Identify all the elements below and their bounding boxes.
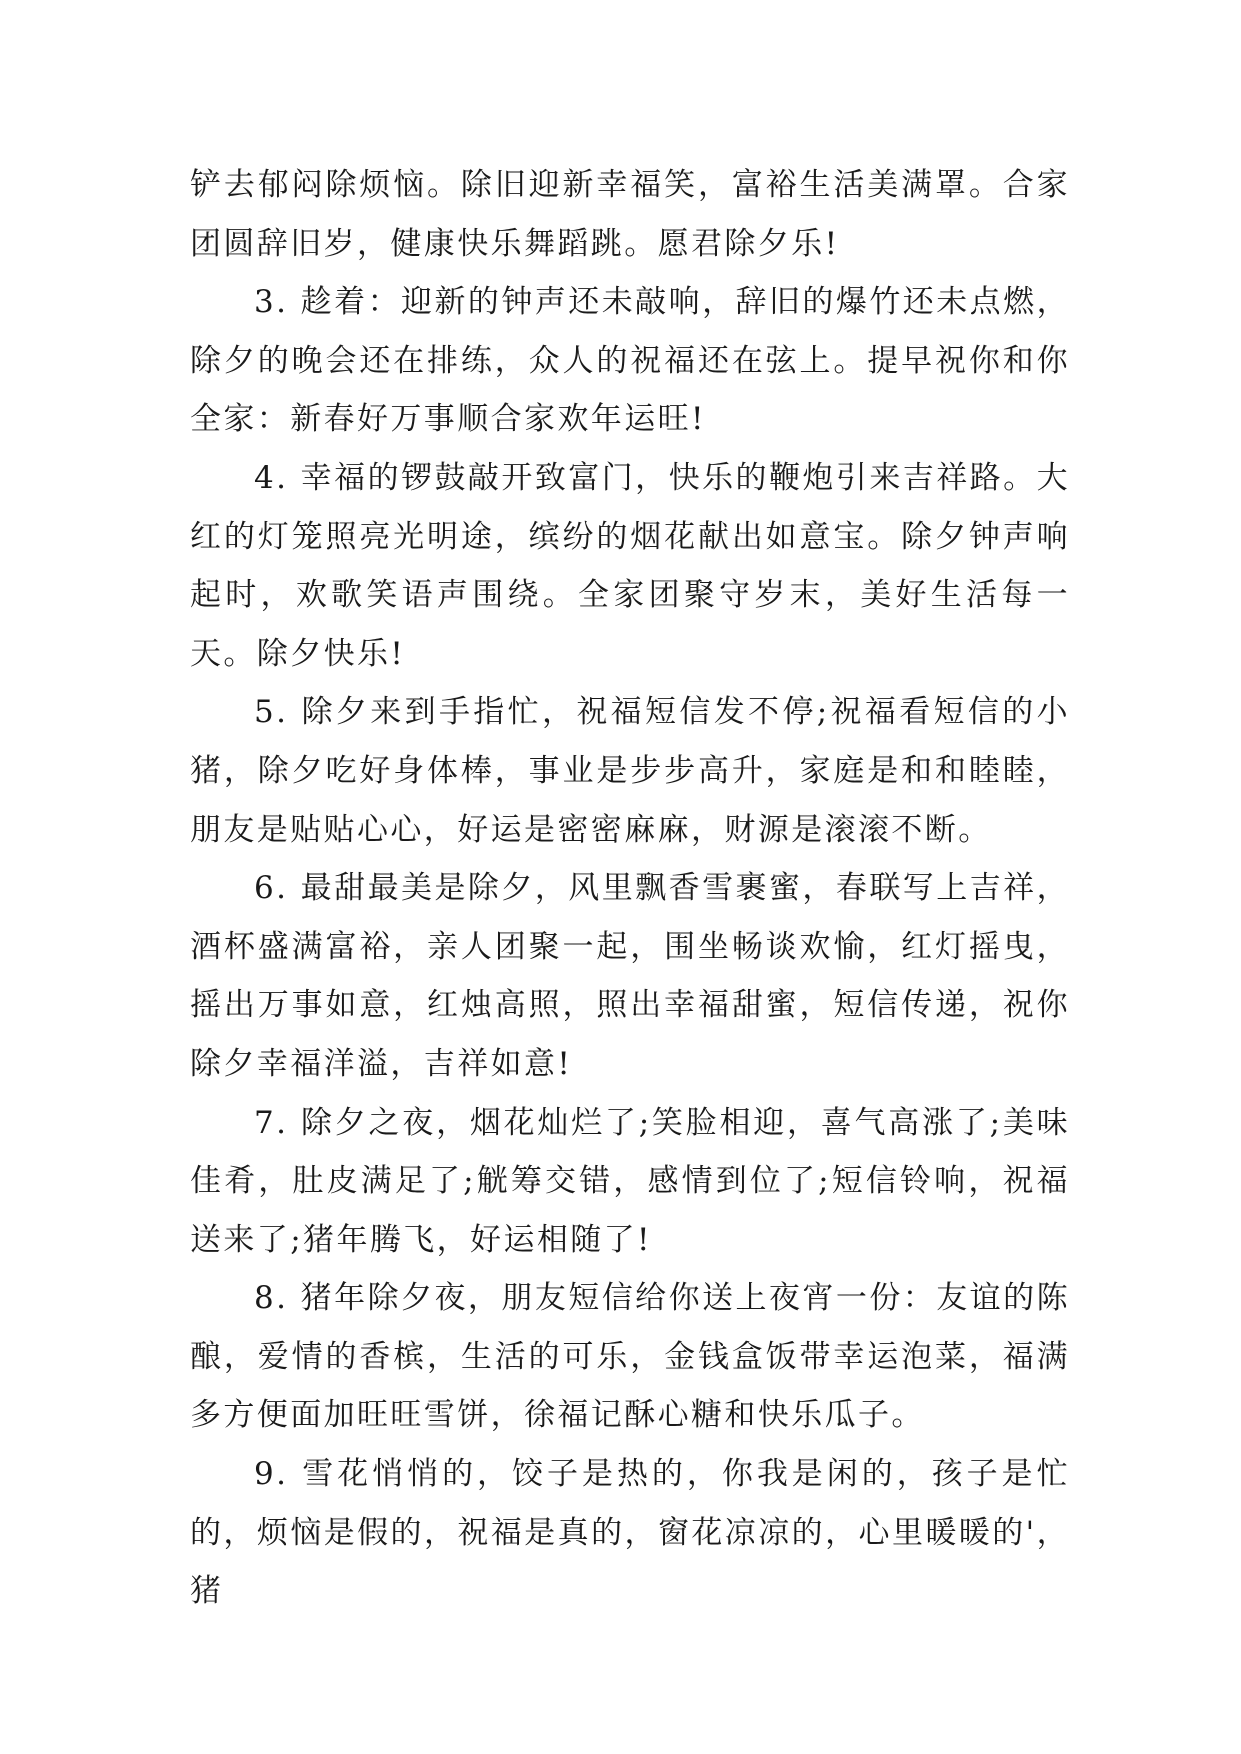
paragraph-item-8: 8. 猪年除夕夜，朋友短信给你送上夜宵一份：友谊的陈酿，爱情的香槟，生活的可乐，金钱盒饭带幸运泡菜，福满多方便面加旺旺雪饼，徐福记酥心糖和快乐瓜子。 — [190, 1280, 1070, 1434]
paragraph-item-6: 6. 最甜最美是除夕，风里飘香雪裹蜜，春联写上吉祥，酒杯盛满富裕，亲人团聚一起，围坐畅谈欢愉，红灯摇曳，摇出万事如意，红烛高照，照出幸福甜蜜，短信传递，祝你除夕幸福洋溢，吉祥如意! — [190, 870, 1070, 1082]
document-body — [190, 156, 1070, 1621]
paragraph-item-7: 7. 除夕之夜，烟花灿烂了;笑脸相迎，喜气高涨了;美味佳肴，肚皮满足了;觥筹交错，感情到位了;短信铃响，祝福送来了;猪年腾飞，好运相随了! — [190, 1104, 1070, 1258]
paragraph-item-9: 9. 雪花悄悄的，饺子是热的，你我是闲的，孩子是忙的，烦恼是假的，祝福是真的，窗花凉凉的，心里暖暖的'，猪 — [190, 1456, 1070, 1610]
paragraph-item-4: 4. 幸福的锣鼓敲开致富门，快乐的鞭炮引来吉祥路。大红的灯笼照亮光明途，缤纷的烟花献出如意宝。除夕钟声响起时，欢歌笑语声围绕。全家团聚守岁末，美好生活每一天。除夕快乐! — [190, 459, 1070, 672]
paragraph-continuation: 铲去郁闷除烦恼。除旧迎新幸福笑，富裕生活美满罩。合家团圆辞旧岁，健康快乐舞蹈跳。愿君除夕乐! — [190, 167, 1070, 262]
paragraph-item-3: 3. 趁着：迎新的钟声还未敲响，辞旧的爆竹还未点燃，除夕的晚会还在排练，众人的祝福还在弦上。提早祝你和你全家：新春好万事顺合家欢年运旺! — [190, 284, 1070, 438]
paragraph-item-5: 5. 除夕来到手指忙，祝福短信发不停;祝福看短信的小猪，除夕吃好身体棒，事业是步步高升，家庭是和和睦睦，朋友是贴贴心心，好运是密密麻麻，财源是滚滚不断。 — [190, 694, 1070, 848]
